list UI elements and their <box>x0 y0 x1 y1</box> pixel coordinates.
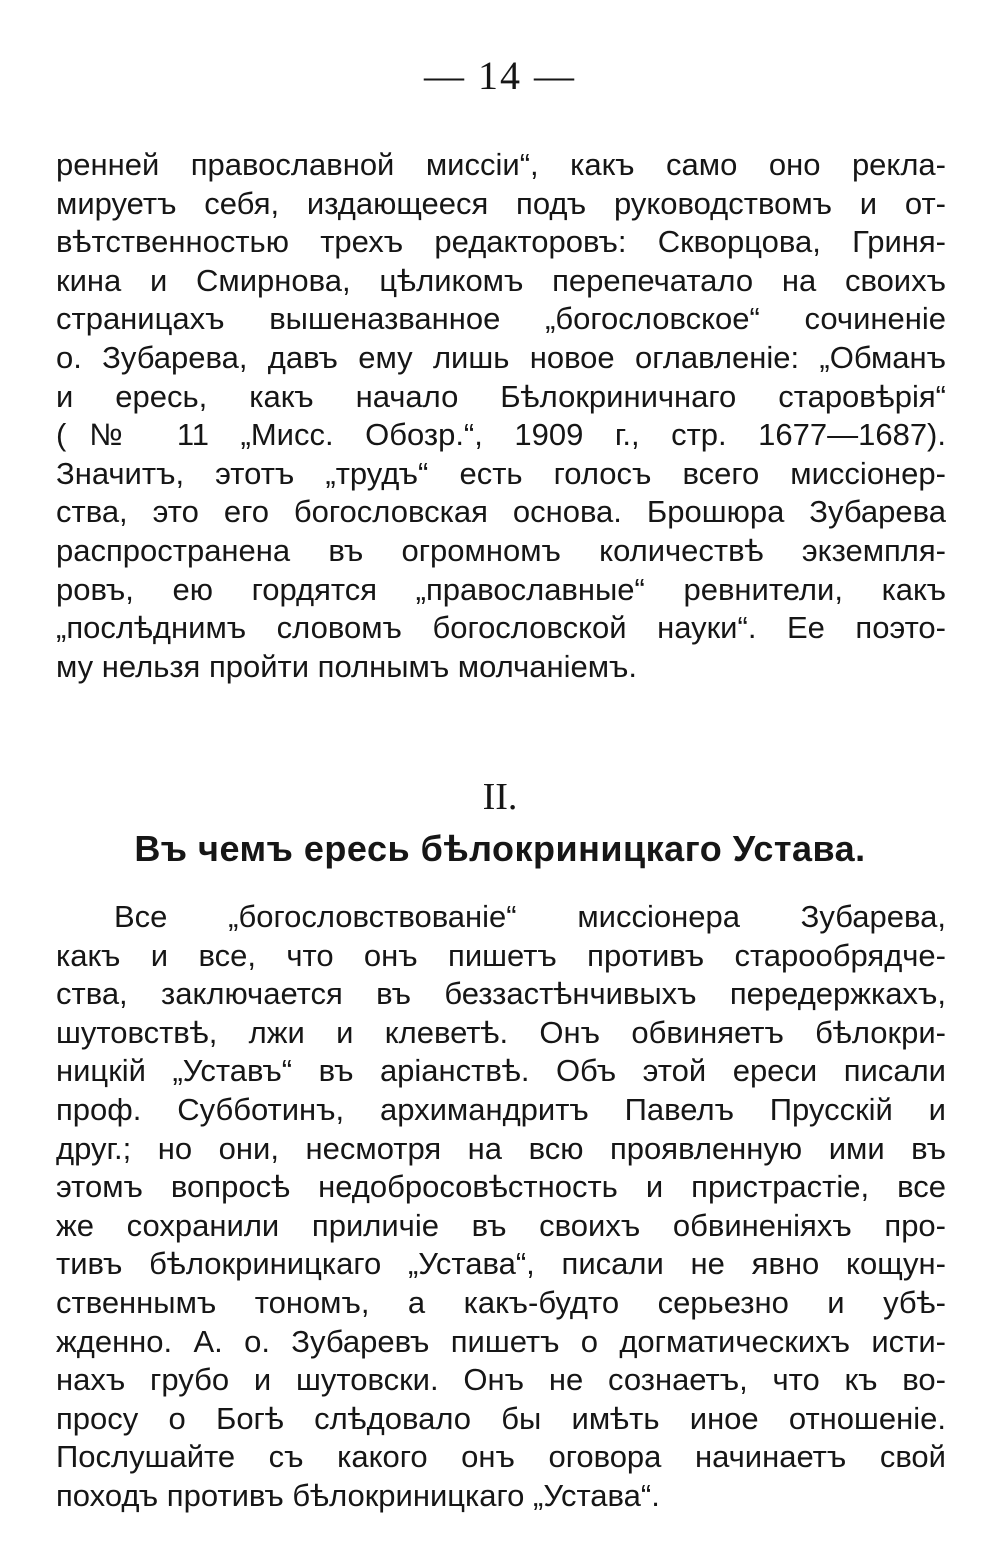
text-line: жденно. А. о. Зубаревъ пишетъ о догматическихъ исти- <box>56 1323 946 1359</box>
paragraph-2 <box>56 898 946 1516</box>
paragraph-1 <box>56 146 946 686</box>
text-line: ственнымъ тономъ, а какъ-будто серьезно и убѣ- <box>56 1284 946 1320</box>
text-line: Значитъ, этотъ „трудъ“ есть голосъ всего миссіонер- <box>56 455 946 491</box>
text-line: и ересь, какъ начало Бѣлокриничнаго старовѣрія“ <box>56 378 946 414</box>
text-line: проф. Субботинъ, архимандритъ Павелъ Прусскій и <box>56 1091 946 1127</box>
text-line: му нельзя пройти полнымъ молчаніемъ. <box>56 648 638 684</box>
text-line: друг.; но они, несмотря на всю проявленную ими въ <box>56 1130 946 1166</box>
text-line: (№ 11 „Мисс. Обозр.“, 1909 г., стр. 1677—1687). <box>56 417 946 453</box>
text-line: Послушайте съ какого онъ оговора начинаетъ свой <box>56 1439 946 1475</box>
text-line: ровъ, ею гордятся „православные“ ревнители, какъ <box>56 571 946 607</box>
text-line: вѣтственностью трехъ редакторовъ: Скворцова, Гриня- <box>56 224 946 260</box>
text-line: походъ противъ бѣлокриницкаго „Устава“. <box>56 1477 660 1513</box>
text-line: ства, заключается въ беззастѣнчивыхъ передержкахъ, <box>56 976 946 1012</box>
text-line: мируетъ себя, издающееся подъ руководствомъ и от- <box>56 185 946 221</box>
text-line: „послѣднимъ словомъ богословской науки“. Ее поэто- <box>56 610 946 646</box>
text-line: шутовствѣ, лжи и клеветѣ. Онъ обвиняетъ бѣлокри- <box>56 1014 946 1050</box>
text-line: Все „богословствованіе“ миссіонера Зубарева, <box>114 899 946 934</box>
text-line: ства, это его богословская основа. Брошюра Зубарева <box>56 494 946 530</box>
text-line: какъ и все, что онъ пишетъ противъ старообрядче- <box>56 937 946 973</box>
text-line: нахъ грубо и шутовски. Онъ не сознаетъ, что къ во- <box>56 1362 946 1398</box>
section-heading: Въ чемъ ересь бѣлокриницкаго Устава. <box>134 828 866 869</box>
text-line: распространена въ огромномъ количествѣ экземпля- <box>56 532 946 568</box>
text-line: о. Зубарева, давъ ему лишь новое оглавленіе: „Обманъ <box>56 339 946 375</box>
text-line: этомъ вопросѣ недобросовѣстность и пристрастіе, все <box>56 1169 946 1205</box>
page-number: — 14 — <box>424 53 576 98</box>
text-line: страницахъ вышеназванное „богословское“ сочиненіе <box>56 301 946 337</box>
text-line: тивъ бѣлокриницкаго „Устава“, писали не явно кощун- <box>56 1246 946 1282</box>
text-line: просу о Богѣ слѣдовало бы имѣть иное отношеніе. <box>56 1400 946 1436</box>
section-number: II. <box>482 776 518 818</box>
text-line: ренней православной миссіи“, какъ само оно рекла- <box>56 147 946 182</box>
text-line: кина и Смирнова, цѣликомъ перепечатало на своихъ <box>56 262 946 298</box>
text-line: же сохранили приличіе въ своихъ обвиненіяхъ про- <box>56 1207 946 1243</box>
text-line: ницкій „Уставъ“ въ аріанствѣ. Объ этой ереси писали <box>56 1053 946 1089</box>
